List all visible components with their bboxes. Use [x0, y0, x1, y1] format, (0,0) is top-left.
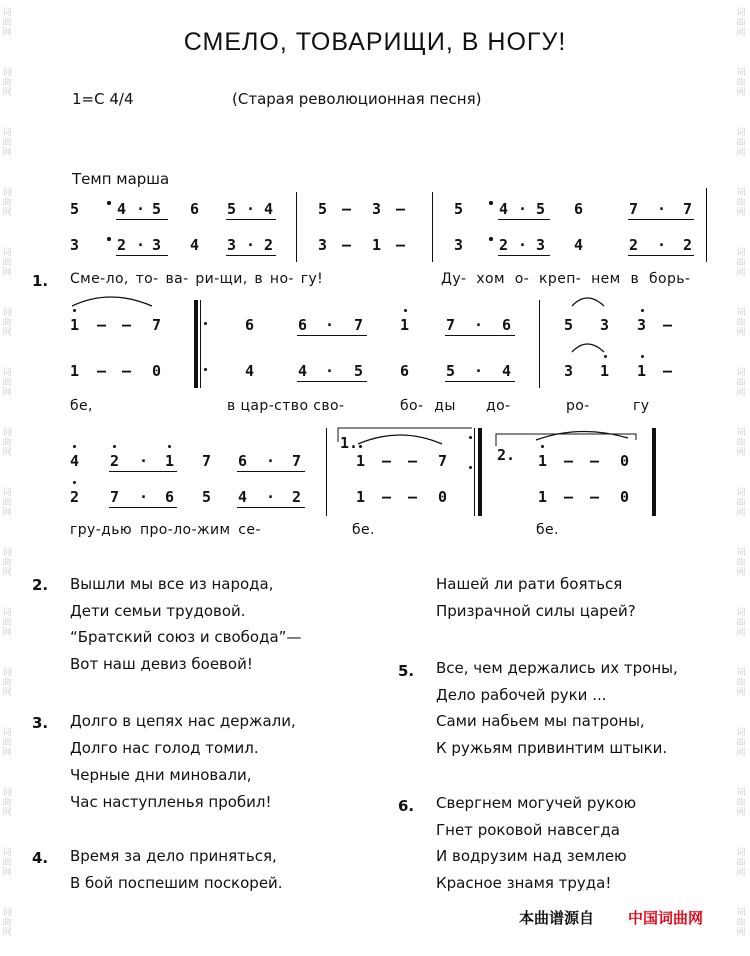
lyrics-syllable: бе. [352, 522, 375, 538]
verse-line: В бой поспешим поскорей. [70, 874, 283, 892]
note: 3 [600, 316, 610, 334]
note: 4 [574, 236, 584, 254]
source-label: 本曲谱源自 [519, 909, 595, 927]
note: 7 [202, 452, 212, 470]
watermark-stamp: 词 曲 网 [2, 488, 12, 518]
note: 1 [400, 316, 410, 334]
dash: — [382, 452, 392, 470]
note: 1 [538, 452, 548, 470]
song-title: СМЕЛО, ТОВАРИЩИ, В НОГУ! [183, 28, 567, 56]
note: 1 [600, 362, 610, 380]
note: 1 [165, 452, 175, 470]
note: 6 [502, 316, 512, 334]
dash: — [408, 488, 418, 506]
note: 7 [629, 200, 639, 218]
verse-line: Дети семьи трудовой. [70, 602, 246, 620]
lyrics-syllable: до- [486, 398, 511, 414]
note: 6 [165, 488, 175, 506]
dash: — [97, 362, 107, 380]
note: 4 [117, 200, 127, 218]
verse-line: Дело рабочей руки ... [436, 686, 607, 704]
verse-line: Черные дни миновали, [70, 766, 252, 784]
dash: — [590, 452, 600, 470]
note: 2 [629, 236, 639, 254]
lyrics-syllable: бо- ды [400, 398, 456, 414]
watermark-stamp: 词 曲 网 [736, 488, 746, 518]
watermark-stamp: 词 曲 网 [2, 728, 12, 758]
note: 3 [152, 236, 162, 254]
dash: — [396, 236, 406, 254]
dash: — [122, 362, 132, 380]
note: 2 [70, 488, 80, 506]
lyrics-syllable: бе, [70, 398, 93, 414]
watermark-stamp: 词 曲 网 [2, 668, 12, 698]
dash: — [564, 452, 574, 470]
key-signature: 1=C 4/4 [72, 90, 134, 108]
watermark-stamp: 词 曲 网 [736, 8, 746, 38]
watermark-stamp: 词 曲 网 [736, 308, 746, 338]
watermark-stamp: 词 曲 网 [2, 68, 12, 98]
verse-line: “Братский союз и свобода”— [70, 628, 302, 646]
watermark-stamp: 词 曲 网 [736, 68, 746, 98]
note: 4 [499, 200, 509, 218]
dash: — [342, 200, 352, 218]
dot-rest: · [139, 452, 149, 470]
watermark-stamp: 词 曲 网 [736, 788, 746, 818]
dot-rest: · [657, 200, 667, 218]
note: 4 [298, 362, 308, 380]
dash: — [564, 488, 574, 506]
note: 1 [538, 488, 548, 506]
dash: — [122, 316, 132, 334]
dash: — [408, 452, 418, 470]
note: 3 [227, 236, 237, 254]
dot-rest: · [136, 200, 146, 218]
volta-2-label: 2. [497, 446, 516, 464]
dot-rest: · [136, 236, 146, 254]
verse-line: Красное знамя труда! [436, 874, 612, 892]
watermark-stamp: 词 曲 网 [2, 308, 12, 338]
verse-line: Гнет роковой навсегда [436, 821, 620, 839]
watermark-stamp: 词 曲 网 [736, 188, 746, 218]
song-subtitle: (Старая революционная песня) [232, 90, 482, 108]
note: 6 [245, 316, 255, 334]
verse-line: Долго в цепях нас держали, [70, 712, 296, 730]
watermark-stamp: 词 曲 网 [736, 248, 746, 278]
note: 2 [683, 236, 693, 254]
watermark-stamp: 词 曲 网 [2, 128, 12, 158]
note: 5 [318, 200, 328, 218]
lyrics-line: гру-дью про-ло-жим се- [70, 522, 261, 538]
note: 2 [117, 236, 127, 254]
note: 7 [446, 316, 456, 334]
site-name-link[interactable]: 中国词曲网 [628, 909, 704, 927]
note: 5 [227, 200, 237, 218]
watermark-stamp: 词 曲 网 [2, 608, 12, 638]
note: 4 [264, 200, 274, 218]
watermark-stamp: 词 曲 网 [736, 608, 746, 638]
watermark-stamp: 词 曲 网 [736, 128, 746, 158]
verse-line: Вышли мы все из народа, [70, 575, 274, 593]
verse-line: Вот наш девиз боевой! [70, 655, 253, 673]
watermark-stamp: 词 曲 网 [2, 848, 12, 878]
verse-line: Призрачной силы царей? [436, 602, 636, 620]
note: 1 [637, 362, 647, 380]
dash: — [590, 488, 600, 506]
verse-line: Час наступленья пробил! [70, 793, 272, 811]
note: 7 [354, 316, 364, 334]
lyrics-syllable: гу [633, 398, 650, 414]
verse-line: Сами набьем мы патроны, [436, 712, 645, 730]
watermark-stamp: 词 曲 网 [736, 908, 746, 938]
verse-number: 2. [32, 576, 49, 594]
note: 4 [502, 362, 512, 380]
watermark-stamp: 词 曲 网 [2, 248, 12, 278]
verse-number: 3. [32, 714, 49, 732]
verse-line: Все, чем держались их троны, [436, 659, 678, 677]
note: 3 [70, 236, 80, 254]
lyrics-line: Сме-ло, то- ва- ри-щи, в но- гу! [70, 271, 324, 287]
watermark-stamp: 词 曲 网 [736, 428, 746, 458]
note: 5 [446, 362, 456, 380]
tempo-marking: Темп марша [72, 170, 170, 188]
dot-rest: · [266, 488, 276, 506]
watermark-stamp: 词 曲 网 [736, 728, 746, 758]
watermark-stamp: 词 曲 网 [736, 668, 746, 698]
note: 4 [70, 452, 80, 470]
verse-number: 1. [32, 272, 49, 290]
note: 2 [292, 488, 302, 506]
note: 0 [152, 362, 162, 380]
verse-line: И водрузим над землею [436, 847, 627, 865]
note: 6 [574, 200, 584, 218]
dot-rest: · [325, 362, 335, 380]
note: 1 [70, 316, 80, 334]
note: 0 [438, 488, 448, 506]
note: 5 [70, 200, 80, 218]
dash: — [663, 362, 673, 380]
note: 5 [454, 200, 464, 218]
note: 6 [238, 452, 248, 470]
note: 5 [564, 316, 574, 334]
note: 6 [298, 316, 308, 334]
dash: — [396, 200, 406, 218]
dash: — [663, 316, 673, 334]
watermark-stamp: 词 曲 网 [736, 848, 746, 878]
dot-rest: · [139, 488, 149, 506]
note: 4 [245, 362, 255, 380]
note: 5 [354, 362, 364, 380]
note: 3 [536, 236, 546, 254]
note: 3 [454, 236, 464, 254]
note: 1 [70, 362, 80, 380]
watermark-stamp: 词 曲 网 [2, 908, 12, 938]
note: 7 [683, 200, 693, 218]
note: 2 [499, 236, 509, 254]
dot-rest: · [246, 200, 256, 218]
note: 1 [356, 488, 366, 506]
note: 6 [190, 200, 200, 218]
watermark-stamp: 词 曲 网 [2, 368, 12, 398]
lyrics-syllable: в цар-ство сво- [227, 398, 345, 414]
watermark-stamp: 词 曲 网 [2, 428, 12, 458]
dash: — [382, 488, 392, 506]
dot-rest: · [474, 362, 484, 380]
note: 2 [264, 236, 274, 254]
note: 5 [202, 488, 212, 506]
note: 3 [318, 236, 328, 254]
note: 7 [438, 452, 448, 470]
dot-rest: · [246, 236, 256, 254]
note: 3 [637, 316, 647, 334]
dot-rest: · [657, 236, 667, 254]
verse-number: 5. [398, 662, 415, 680]
verse-number: 4. [32, 849, 49, 867]
note: 3 [372, 200, 382, 218]
lyrics-line: Ду- хом о- креп- нем в борь- [441, 271, 691, 287]
note: 2 [110, 452, 120, 470]
note: 0 [620, 452, 630, 470]
watermark-stamp: 词 曲 网 [2, 788, 12, 818]
watermark-stamp: 词 曲 网 [2, 8, 12, 38]
note: 7 [292, 452, 302, 470]
lyrics-syllable: ро- [566, 398, 590, 414]
note: 1 [356, 452, 366, 470]
verse-line: Свергнем могучей рукою [436, 794, 637, 812]
lyrics-syllable: бе. [536, 522, 559, 538]
verse-line: Время за дело приняться, [70, 847, 277, 865]
watermark-stamp: 词 曲 网 [736, 368, 746, 398]
note: 1 [372, 236, 382, 254]
dot-rest: · [474, 316, 484, 334]
dot-rest: · [266, 452, 276, 470]
verse-line: Долго нас голод томил. [70, 739, 259, 757]
note: 0 [620, 488, 630, 506]
note: 5 [536, 200, 546, 218]
watermark-stamp: 词 曲 网 [736, 548, 746, 578]
verse-line: К ружьям привинтим штыки. [436, 739, 668, 757]
dot-rest: · [518, 200, 528, 218]
volta-1-label: 1. [340, 434, 359, 452]
watermark-stamp: 词 曲 网 [2, 548, 12, 578]
note: 6 [400, 362, 410, 380]
note: 4 [190, 236, 200, 254]
dash: — [342, 236, 352, 254]
watermark-stamp: 词 曲 网 [2, 188, 12, 218]
note: 4 [238, 488, 248, 506]
verse-number: 6. [398, 797, 415, 815]
dot-rest: · [325, 316, 335, 334]
note: 7 [110, 488, 120, 506]
note: 3 [564, 362, 574, 380]
verse-line: Нашей ли рати бояться [436, 575, 623, 593]
dash: — [97, 316, 107, 334]
note: 5 [152, 200, 162, 218]
note: 7 [152, 316, 162, 334]
dot-rest: · [518, 236, 528, 254]
